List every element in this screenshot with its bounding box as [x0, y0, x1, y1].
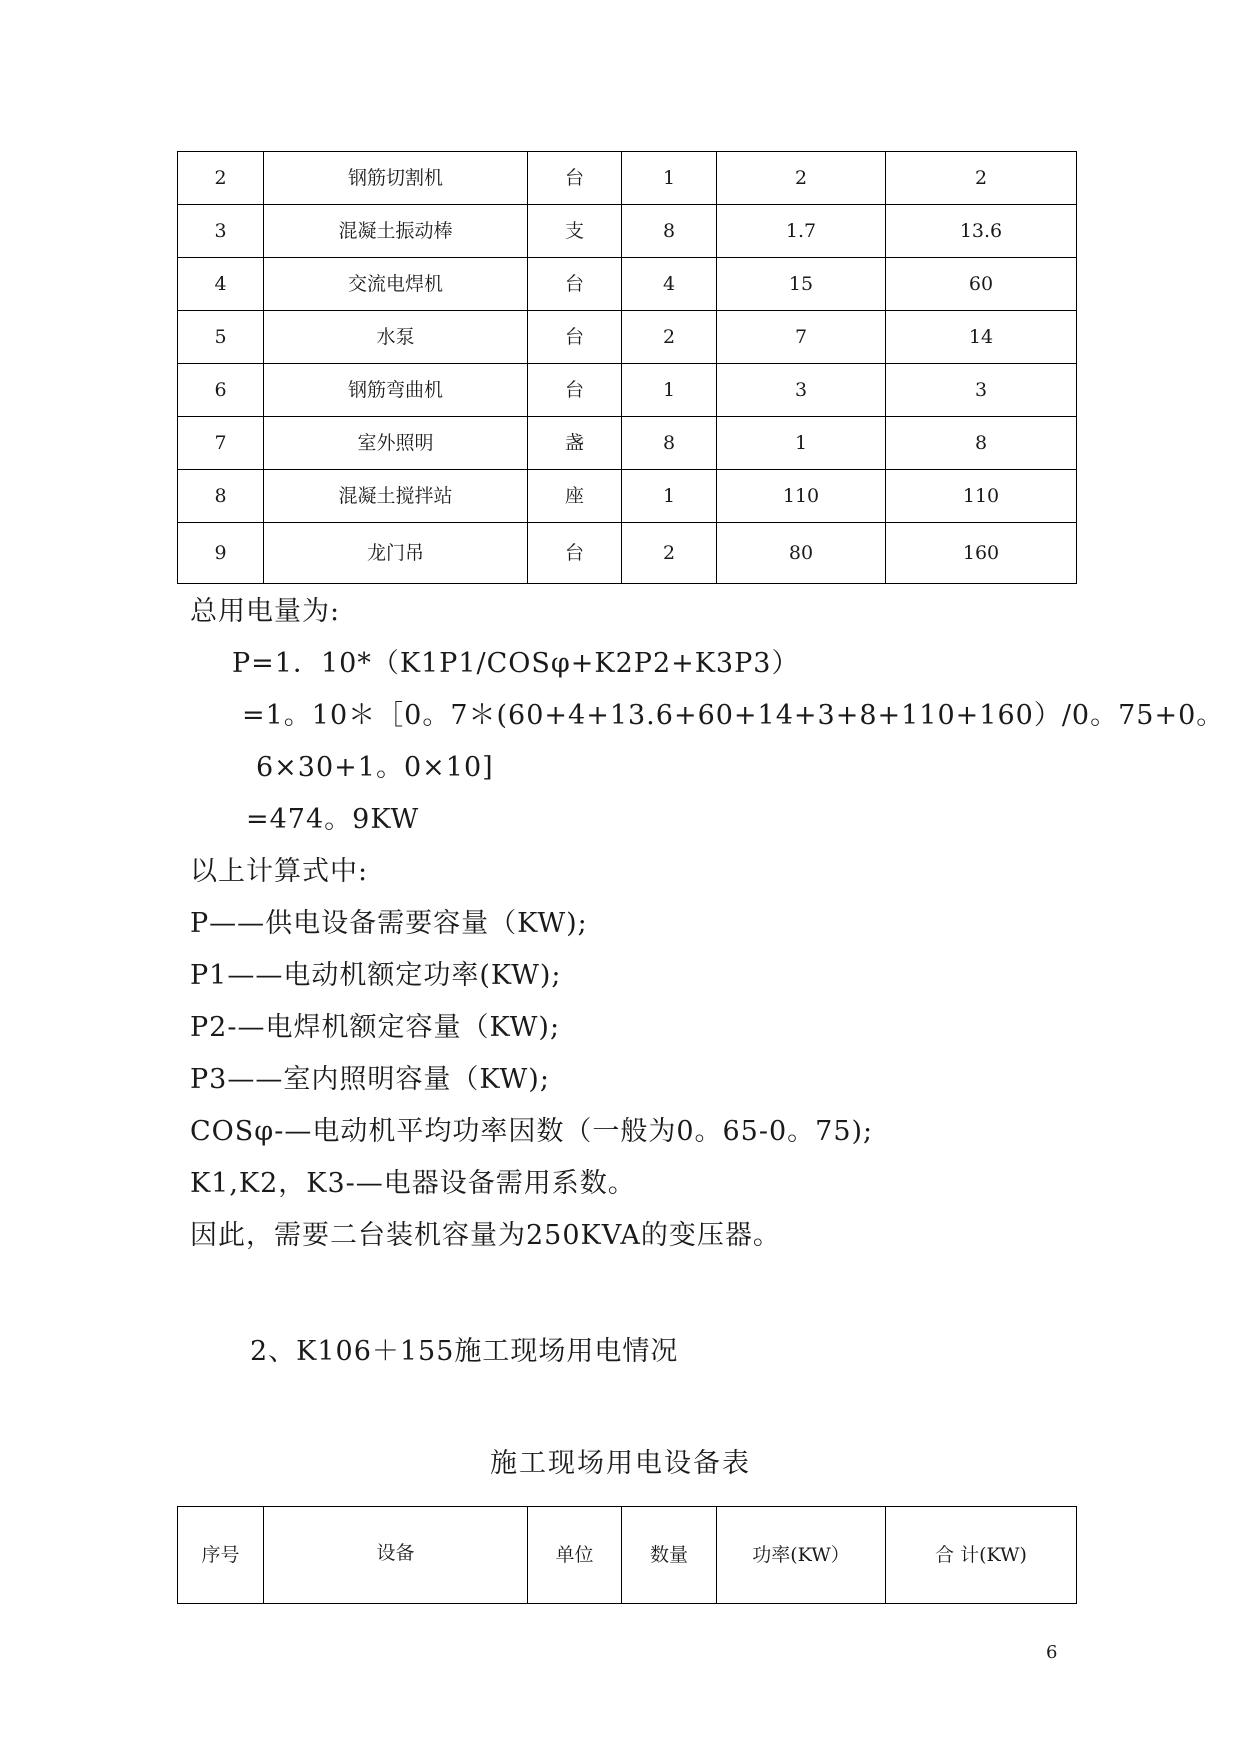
header-equipment: 设备	[264, 1507, 528, 1604]
header-quantity: 数量	[622, 1507, 717, 1604]
cell-total: 8	[886, 417, 1077, 470]
table-header-row	[178, 1507, 1077, 1604]
definition-p: P——供电设备需要容量（KW);	[190, 908, 588, 939]
cell-quantity: 1	[622, 364, 717, 417]
cell-quantity: 1	[622, 470, 717, 523]
cell-equipment: 水泵	[264, 311, 528, 364]
table-row	[178, 311, 1077, 364]
formula-result: =474。9KW	[246, 804, 420, 835]
cell-unit: 台	[528, 152, 622, 205]
cell-no: 9	[178, 523, 264, 584]
cell-no: 6	[178, 364, 264, 417]
total-power-intro: 总用电量为:	[190, 596, 341, 627]
cell-total: 3	[886, 364, 1077, 417]
table-row	[178, 205, 1077, 258]
cell-total: 60	[886, 258, 1077, 311]
cell-equipment: 混凝土搅拌站	[264, 470, 528, 523]
cell-no: 4	[178, 258, 264, 311]
definition-k: K1,K2，K3-—电器设备需用系数。	[190, 1168, 636, 1199]
cell-power: 80	[717, 523, 886, 584]
cell-no: 5	[178, 311, 264, 364]
cell-power: 15	[717, 258, 886, 311]
definition-cos-phi: COSφ-—电动机平均功率因数（一般为0。65-0。75);	[190, 1116, 874, 1147]
formula-step-2: 6×30+1。0×10]	[256, 752, 494, 783]
cell-power: 2	[717, 152, 886, 205]
cell-power: 1.7	[717, 205, 886, 258]
cell-quantity: 8	[622, 205, 717, 258]
table-row	[178, 364, 1077, 417]
cell-unit: 台	[528, 523, 622, 584]
cell-power: 1	[717, 417, 886, 470]
cell-power: 110	[717, 470, 886, 523]
table-row	[178, 258, 1077, 311]
definition-p1: P1——电动机额定功率(KW);	[190, 960, 562, 991]
cell-unit: 台	[528, 364, 622, 417]
cell-quantity: 4	[622, 258, 717, 311]
table-row	[178, 470, 1077, 523]
cell-power: 3	[717, 364, 886, 417]
table-title: 施工现场用电设备表	[490, 1448, 751, 1479]
cell-quantity: 1	[622, 152, 717, 205]
cell-equipment: 交流电焊机	[264, 258, 528, 311]
cell-unit: 台	[528, 311, 622, 364]
section-heading: 2、K106＋155施工现场用电情况	[250, 1336, 679, 1367]
equipment-table-continued	[177, 151, 1077, 584]
power-formula: P=1．10*（K1P1/COSφ+K2P2+K3P3）	[232, 648, 800, 679]
cell-no: 2	[178, 152, 264, 205]
cell-no: 7	[178, 417, 264, 470]
formula-step-1: =1。10＊［0。7＊(60+4+13.6+60+14+3+8+110+160）/0。75+0。	[242, 700, 1225, 731]
cell-total: 13.6	[886, 205, 1077, 258]
equipment-table	[177, 1506, 1077, 1604]
page-number: 6	[1046, 1642, 1058, 1663]
header-unit: 单位	[528, 1507, 622, 1604]
cell-total: 160	[886, 523, 1077, 584]
cell-unit: 支	[528, 205, 622, 258]
header-total: 合 计(KW)	[886, 1507, 1077, 1604]
cell-total: 110	[886, 470, 1077, 523]
cell-total: 2	[886, 152, 1077, 205]
cell-unit: 台	[528, 258, 622, 311]
table-row	[178, 152, 1077, 205]
definition-p2: P2-—电焊机额定容量（KW);	[190, 1012, 561, 1043]
cell-equipment: 钢筋切割机	[264, 152, 528, 205]
header-no: 序号	[178, 1507, 264, 1604]
header-power: 功率(KW）	[717, 1507, 886, 1604]
cell-quantity: 2	[622, 523, 717, 584]
formula-legend-intro: 以上计算式中:	[190, 856, 369, 887]
cell-no: 8	[178, 470, 264, 523]
transformer-conclusion: 因此，需要二台装机容量为250KVA的变压器。	[190, 1220, 781, 1251]
cell-equipment: 混凝土振动棒	[264, 205, 528, 258]
cell-equipment: 龙门吊	[264, 523, 528, 584]
cell-unit: 座	[528, 470, 622, 523]
table-row	[178, 523, 1077, 584]
cell-no: 3	[178, 205, 264, 258]
table-row	[178, 417, 1077, 470]
definition-p3: P3——室内照明容量（KW);	[190, 1064, 550, 1095]
cell-power: 7	[717, 311, 886, 364]
cell-equipment: 钢筋弯曲机	[264, 364, 528, 417]
cell-unit: 盏	[528, 417, 622, 470]
cell-equipment: 室外照明	[264, 417, 528, 470]
cell-total: 14	[886, 311, 1077, 364]
cell-quantity: 8	[622, 417, 717, 470]
cell-quantity: 2	[622, 311, 717, 364]
